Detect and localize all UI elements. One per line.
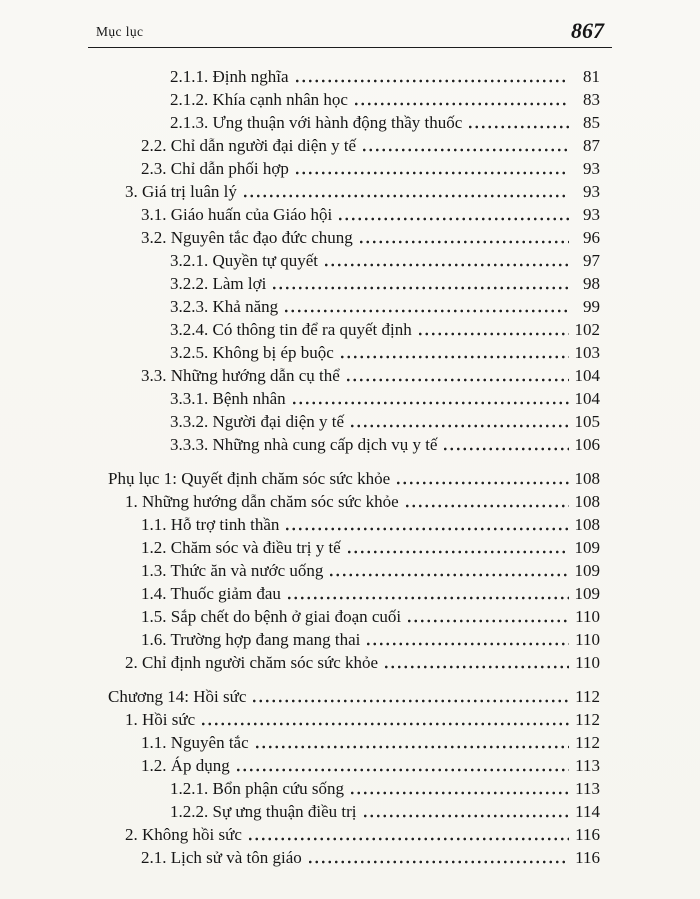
dot-leader xyxy=(307,859,569,865)
toc-entry-label: 1.4. Thuốc giảm đau xyxy=(141,584,281,603)
toc-entry-page: 109 xyxy=(574,538,600,557)
toc-entry xyxy=(108,628,600,651)
toc-entry xyxy=(108,410,600,433)
toc-entry xyxy=(108,823,600,846)
dot-leader xyxy=(349,790,569,796)
dot-leader xyxy=(345,377,569,383)
toc-entry xyxy=(108,364,600,387)
toc-entry-page: 110 xyxy=(575,607,600,626)
toc-entry-label: 2.1. Lịch sử và tôn giáo xyxy=(141,848,302,867)
toc-entry xyxy=(108,203,600,226)
dot-leader xyxy=(323,262,569,268)
dot-leader xyxy=(291,400,569,406)
toc-entry-label: 3.3.2. Người đại diện y tế xyxy=(170,412,345,431)
toc-entry xyxy=(108,513,600,536)
dot-leader xyxy=(362,813,569,819)
toc-entry-label: 3.3.3. Những nhà cung cấp dịch vụ y tế xyxy=(170,435,438,454)
toc-entry-page: 104 xyxy=(574,389,600,408)
toc-entry xyxy=(108,88,600,111)
toc-entry-page: 108 xyxy=(574,492,600,511)
toc-entry-label: 3.2.2. Làm lợi xyxy=(170,274,267,293)
toc-entry-label: 2.1.1. Định nghĩa xyxy=(170,67,289,86)
toc-entry-page: 110 xyxy=(575,630,600,649)
toc-entry-label: 3.2. Nguyên tắc đạo đức chung xyxy=(141,228,353,247)
dot-leader xyxy=(284,526,569,532)
toc-entry xyxy=(108,559,600,582)
toc-entry xyxy=(108,685,600,708)
toc-entry-label: 3.2.4. Có thông tin để ra quyết định xyxy=(170,320,412,339)
toc-entry-page: 87 xyxy=(583,136,600,155)
toc-entry-label: 1.3. Thức ăn và nước uống xyxy=(141,561,324,580)
toc-entry xyxy=(108,157,600,180)
dot-leader xyxy=(271,285,569,291)
dot-leader xyxy=(349,423,569,429)
dot-leader xyxy=(235,767,569,773)
toc-entry-page: 83 xyxy=(583,90,600,109)
toc-entry-page: 113 xyxy=(575,756,600,775)
toc-entry-label: 3.2.1. Quyền tự quyết xyxy=(170,251,319,270)
dot-leader xyxy=(442,446,569,452)
header-title: Mục lục xyxy=(96,24,144,39)
toc-entry-page: 106 xyxy=(574,435,600,454)
toc-entry-page: 93 xyxy=(583,159,600,178)
toc-entry xyxy=(108,651,600,674)
toc-entry-label: 1.1. Hỗ trợ tinh thần xyxy=(141,515,280,534)
toc-entry-page: 108 xyxy=(574,469,600,488)
toc-entry-label: 1.1. Nguyên tắc xyxy=(141,733,249,752)
toc-entry-label: 1.6. Trường hợp đang mang thai xyxy=(141,630,361,649)
toc-entry-label: 1.2.1. Bổn phận cứu sống xyxy=(170,779,345,798)
dot-leader xyxy=(251,698,569,704)
header-rule xyxy=(88,47,612,48)
toc-entry xyxy=(108,249,600,272)
toc-entry xyxy=(108,318,600,341)
toc-entry-page: 116 xyxy=(575,825,600,844)
dot-leader xyxy=(254,744,569,750)
toc-entry xyxy=(108,134,600,157)
toc-entry-page: 85 xyxy=(583,113,600,132)
toc-entry-page: 116 xyxy=(575,848,600,867)
toc-entry-label: 2. Không hồi sức xyxy=(125,825,242,844)
toc-entry xyxy=(108,800,600,823)
toc-entry-page: 113 xyxy=(575,779,600,798)
toc-entry-page: 105 xyxy=(574,412,600,431)
dot-leader xyxy=(365,641,569,647)
dot-leader xyxy=(200,721,569,727)
toc-entry-label: 1.2. Chăm sóc và điều trị y tế xyxy=(141,538,341,557)
toc-entry-page: 103 xyxy=(574,343,600,362)
toc-entry xyxy=(108,467,600,490)
toc-entry-label: 2.2. Chỉ dẫn người đại diện y tế xyxy=(141,136,357,155)
toc-entry-label: Chương 14: Hồi sức xyxy=(108,687,247,706)
toc-entry-page: 96 xyxy=(583,228,600,247)
header-page-number: 867 xyxy=(571,18,604,43)
toc-entry-page: 98 xyxy=(583,274,600,293)
toc-entry-page: 112 xyxy=(575,687,600,706)
dot-leader xyxy=(286,595,569,601)
dot-leader xyxy=(346,549,569,555)
toc-entry-label: 3.3.1. Bệnh nhân xyxy=(170,389,286,408)
toc-entry-page: 99 xyxy=(583,297,600,316)
toc-entry xyxy=(108,708,600,731)
toc-entry-label: Phụ lục 1: Quyết định chăm sóc sức khỏe xyxy=(108,469,391,488)
dot-leader xyxy=(294,170,569,176)
toc-entry-label: 3.1. Giáo huấn của Giáo hội xyxy=(141,205,333,224)
dot-leader xyxy=(337,216,569,222)
dot-leader xyxy=(404,503,569,509)
toc-entry-label: 3.3. Những hướng dẫn cụ thể xyxy=(141,366,340,385)
toc-entry-page: 93 xyxy=(583,182,600,201)
dot-leader xyxy=(395,480,569,486)
toc-list xyxy=(108,65,600,869)
dot-leader xyxy=(294,78,569,84)
dot-leader xyxy=(339,354,569,360)
dot-leader xyxy=(283,308,569,314)
toc-entry-label: 1. Những hướng dẫn chăm sóc sức khỏe xyxy=(125,492,399,511)
toc-entry-label: 1.2.2. Sự ưng thuận điều trị xyxy=(170,802,357,821)
dot-leader xyxy=(417,331,569,337)
toc-entry xyxy=(108,111,600,134)
toc-entry-page: 108 xyxy=(574,515,600,534)
toc-entry-label: 2.1.2. Khía cạnh nhân học xyxy=(170,90,348,109)
dot-leader xyxy=(361,147,569,153)
toc-entry xyxy=(108,433,600,456)
toc-entry-label: 1. Hồi sức xyxy=(125,710,196,729)
toc-entry xyxy=(108,387,600,410)
toc-entry xyxy=(108,65,600,88)
toc-entry-page: 112 xyxy=(575,733,600,752)
toc-entry xyxy=(108,605,600,628)
toc-entry-label: 3. Giá trị luân lý xyxy=(125,182,237,201)
toc-entry-page: 109 xyxy=(574,584,600,603)
toc-entry-page: 102 xyxy=(574,320,600,339)
dot-leader xyxy=(358,239,569,245)
toc-entry-label: 2. Chỉ định người chăm sóc sức khỏe xyxy=(125,653,379,672)
toc-entry xyxy=(108,180,600,203)
dot-leader xyxy=(328,572,569,578)
dot-leader xyxy=(383,664,569,670)
toc-entry-label: 3.2.5. Không bị ép buộc xyxy=(170,343,334,362)
dot-leader xyxy=(242,193,569,199)
toc-entry-page: 109 xyxy=(574,561,600,580)
dot-leader xyxy=(467,124,569,130)
dot-leader xyxy=(353,101,569,107)
toc-entry xyxy=(108,341,600,364)
toc-entry-page: 93 xyxy=(583,205,600,224)
toc-entry xyxy=(108,731,600,754)
dot-leader xyxy=(406,618,569,624)
toc-entry xyxy=(108,536,600,559)
toc-entry-page: 114 xyxy=(575,802,600,821)
toc-entry xyxy=(108,226,600,249)
toc-entry xyxy=(108,777,600,800)
toc-entry-page: 110 xyxy=(575,653,600,672)
toc-entry-page: 104 xyxy=(574,366,600,385)
page-header xyxy=(88,20,612,47)
toc-entry-page: 81 xyxy=(583,67,600,86)
toc-entry-label: 1.5. Sắp chết do bệnh ở giai đoạn cuối xyxy=(141,607,402,626)
toc-entry xyxy=(108,754,600,777)
toc-entry-label: 3.2.3. Khả năng xyxy=(170,297,279,316)
toc-entry xyxy=(108,295,600,318)
toc-entry-label: 2.1.3. Ưng thuận với hành động thầy thuốc xyxy=(170,113,463,132)
toc-entry-page: 97 xyxy=(583,251,600,270)
toc-entry xyxy=(108,272,600,295)
toc-entry-label: 2.3. Chỉ dẫn phối hợp xyxy=(141,159,289,178)
toc-entry-label: 1.2. Áp dụng xyxy=(141,756,230,775)
toc-entry xyxy=(108,582,600,605)
toc-entry xyxy=(108,846,600,869)
dot-leader xyxy=(247,836,569,842)
toc-entry-page: 112 xyxy=(575,710,600,729)
toc-entry xyxy=(108,490,600,513)
